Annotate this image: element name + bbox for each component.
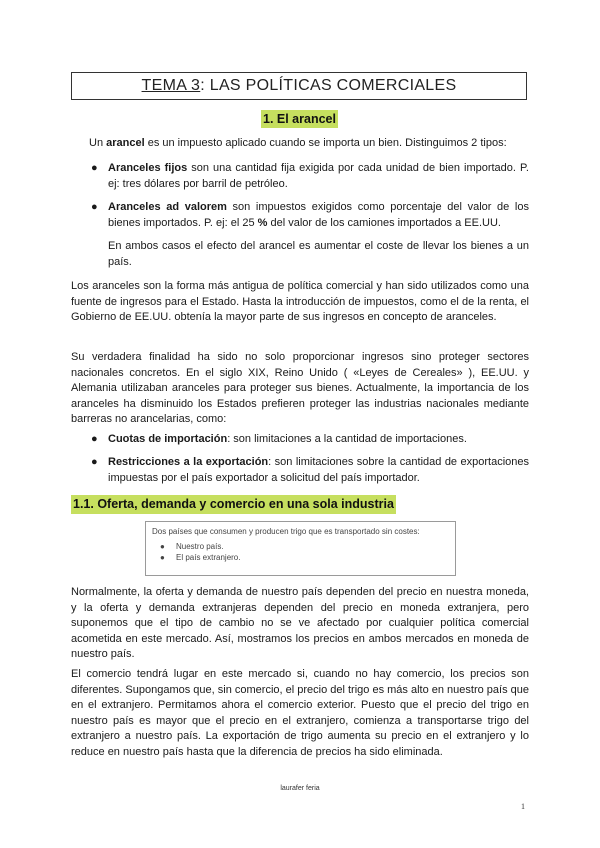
bullet-icon: ● <box>160 542 165 551</box>
box-item <box>152 541 449 552</box>
intro-paragraph <box>89 136 529 152</box>
bullet-text: son una cantidad fija exigida por cada unidad de bien importado. P. ej: tres dólares por barril de petróleo. <box>108 162 529 190</box>
box-intro: Dos países que consumen y producen trigo que es transportado sin costes: <box>152 527 420 536</box>
paragraph-oferta-demanda: Normalmente, la oferta y demanda de nuestro país dependen del precio en nuestra moneda, y la oferta y demanda extranjeras dependen del precio en moneda extranjera, pero suponemos que el tipo de cambio no se ve afectado por cualquier política comercial acometida en este mercado. Así, mostramos los precios en ambos mercados en moneda de nuestro país. <box>71 586 529 661</box>
bullet-term: Aranceles fijos <box>108 162 188 174</box>
paragraph-comercio: El comercio tendrá lugar en este mercado si, cuando no hay comercio, los precios son diferentes. Supongamos que, sin comercio, el precio del trigo es más alto en nuestro país que en el extranjero. Permitamos ahora el comercio exterior. Puesto que el precio del trigo en nuestro país es mayor que el precio en el extranjero, comienza a transportarse trigo del extranjero a nuestro país. La exportación de trigo aumenta su precio en el extranjero y lo reduce en nuestro país hasta que la diferencia de precios ha sido eliminada. <box>71 668 529 758</box>
bullet-text: : son limitaciones sobre la cantidad de exportaciones impuestas por el país exportador a solicitud del país importador. <box>108 456 529 484</box>
bullet-icon: ● <box>91 201 98 213</box>
title-tema: TEMA 3 <box>141 77 201 94</box>
bullet-cuotas <box>108 432 529 448</box>
box-item <box>152 552 449 563</box>
intro-pre: Un <box>89 137 107 149</box>
bullet-icon: ● <box>91 162 98 174</box>
bullet-text: son impuestos exigidos como porcentaje del valor de los bienes importados. P. ej: el 25 <box>108 201 529 229</box>
section-heading-arancel: 1. El arancel <box>263 112 336 126</box>
box-item-label: Nuestro país. <box>176 542 224 551</box>
section-heading-oferta-demanda: 1.1. Oferta, demanda y comercio en una sola industria <box>71 495 396 514</box>
bullet-text: : son limitaciones a la cantidad de importaciones. <box>227 433 467 445</box>
percent-sign: % <box>257 216 268 229</box>
bullet-icon: ● <box>160 553 165 562</box>
bullet-ad-valorem <box>108 200 529 231</box>
bullet-restricciones <box>108 455 529 486</box>
document-title <box>71 72 527 100</box>
title-rest: : LAS POLÍTICAS COMERCIALES <box>200 77 457 94</box>
bullet-term: Restricciones a la exportación <box>108 456 269 468</box>
page-number: 1 <box>521 802 525 811</box>
assumptions-box <box>145 521 456 576</box>
paragraph-historia: Los aranceles son la forma más antigua de política comercial y han sido utilizados como una fuente de ingresos para el Estado. Hasta la introducción de impuestos, como el de la renta, el Gobierno de EE.UU. obtenía la mayor parte de sus ingresos en concepto de aranceles. <box>71 280 529 324</box>
bullet-text-end: del valor de los camiones importados a EE.UU. <box>267 216 501 229</box>
note-paragraph: En ambos casos el efecto del arancel es aumentar el coste de llevar los bienes a un país. <box>108 240 529 268</box>
bullet-icon: ● <box>91 433 98 445</box>
paragraph-finalidad: Su verdadera finalidad ha sido no solo proporcionar ingresos sino proteger sectores nacionales concretos. En el siglo XIX, Reino Unido ( «Leyes de Cereales» ), EE.UU. y Alemania utilizaban aranceles para proteger sus bienes. Actualmente, la importancia de los aranceles ha disminuido los Estados prefieren proteger las industrias nacionales mediante barreras no arancelarias, como: <box>71 351 529 426</box>
author-footer: laurafer feria <box>280 785 320 792</box>
bullet-aranceles-fijos <box>108 161 529 192</box>
bullet-icon: ● <box>91 456 98 468</box>
box-item-label: El país extranjero. <box>176 553 241 562</box>
intro-term: arancel <box>106 137 145 149</box>
bullet-term: Cuotas de importación <box>108 433 228 445</box>
intro-post: es un impuesto aplicado cuando se importa un bien. Distinguimos 2 tipos: <box>144 137 507 149</box>
bullet-term: Aranceles ad valorem <box>108 201 227 213</box>
